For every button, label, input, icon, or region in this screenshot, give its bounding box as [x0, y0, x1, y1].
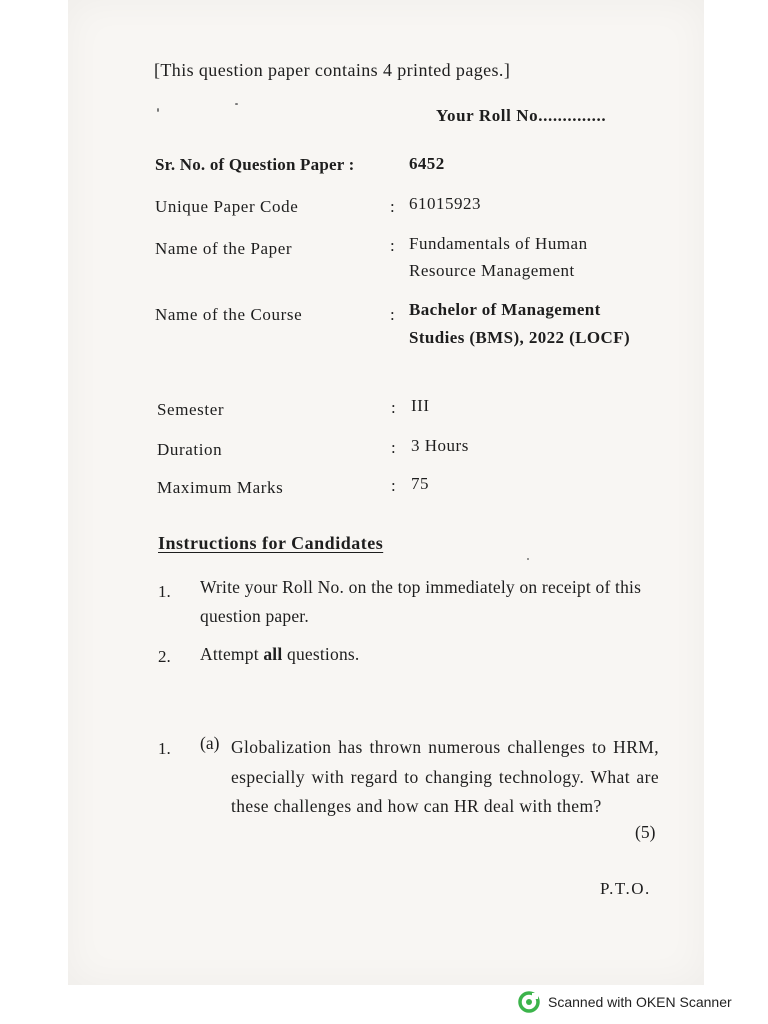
- colon: :: [390, 197, 395, 216]
- pto-note: P.T.O.: [600, 879, 651, 898]
- question-text: Globalization has thrown numerous challenges to HRM, especially with regard to changing technology. What are these challenges and how can HR deal with them?: [231, 737, 659, 816]
- course-name-value: Bachelor of Management Studies (BMS), 2022 (LOCF): [409, 300, 631, 347]
- scan-speck: [157, 108, 159, 112]
- colon: :: [390, 305, 395, 324]
- colon: :: [391, 476, 396, 495]
- paper-code-label: Unique Paper Code: [155, 197, 299, 216]
- max-marks-value: 75: [411, 474, 429, 493]
- semester-label: Semester: [157, 400, 225, 419]
- sr-no-label: Sr. No. of Question Paper :: [155, 155, 355, 174]
- oken-scanner-logo-icon: [518, 991, 540, 1013]
- colon: :: [391, 438, 396, 457]
- course-name-label: Name of the Course: [155, 305, 303, 324]
- instruction-number: 1.: [158, 582, 171, 601]
- colon: :: [391, 398, 396, 417]
- page-count-note: [This question paper contains 4 printed pages.]: [154, 60, 511, 80]
- paper-code-value: 61015923: [409, 194, 481, 213]
- instructions-title: Instructions for Candidates: [158, 533, 384, 553]
- paper-name-label: Name of the Paper: [155, 239, 293, 258]
- question-number: 1.: [158, 739, 171, 758]
- scanner-watermark: [518, 990, 732, 1014]
- duration-label: Duration: [157, 440, 223, 459]
- question-part: (a): [200, 733, 220, 753]
- roll-number-field: Your Roll No..............: [436, 106, 607, 125]
- question-marks: (5): [635, 822, 656, 842]
- sr-no-value: 6452: [409, 154, 445, 173]
- duration-value: 3 Hours: [411, 436, 469, 455]
- instruction-number: 2.: [158, 647, 171, 666]
- colon: :: [390, 236, 395, 255]
- scan-speck: [235, 103, 238, 105]
- paper-name-value: Fundamentals of Human Resource Management: [409, 234, 588, 280]
- scan-speck: [527, 558, 529, 560]
- max-marks-label: Maximum Marks: [157, 478, 284, 497]
- semester-value: III: [411, 396, 430, 415]
- instruction-text: Write your Roll No. on the top immediately on receipt of this question paper.: [200, 577, 642, 626]
- scanner-text: Scanned with OKEN Scanner: [548, 994, 732, 1010]
- instruction-text: Attempt all questions.: [200, 644, 360, 664]
